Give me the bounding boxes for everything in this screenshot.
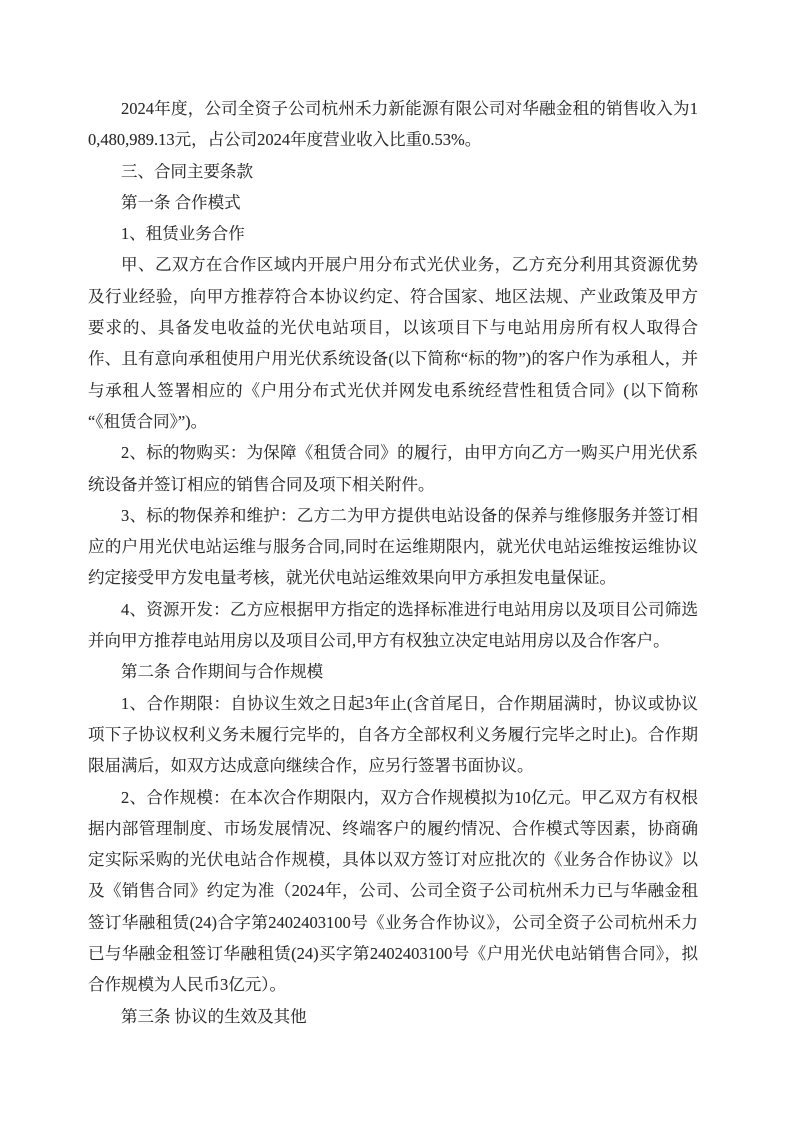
paragraph-cooperation-period: 1、合作期限：自协议生效之日起3年止(含首尾日，合作期届满时，协议或协议项下子协议权利义务未履行完毕的，自各方全部权利义务履行完毕之时止)。合作期限届满后，如双方达成意向继续合作，应另行签署书面协议。 (88, 693, 698, 776)
paragraph-subject-purchase: 2、标的物购买：为保障《租赁合同》的履行，由甲方向乙方一购买户用光伏系统设备并签订相应的销售合同及项下相关附件。 (88, 443, 698, 494)
heading-article-3-effectiveness: 第三条 协议的生效及其他 (121, 1006, 307, 1026)
heading-leasing-business-cooperation: 1、租赁业务合作 (121, 224, 245, 244)
paragraph-leasing-cooperation-detail: 甲、乙双方在合作区域内开展户用分布式光伏业务，乙方充分利用其资源优势及行业经验，向甲方推荐符合本协议约定、符合国家、地区法规、产业政策及甲方要求的、具备发电收益的光伏电站项目，以该项目下与电站用房所有权人取得合作、且有意向承租使用户用光伏系统设备(以下简称“标的物”)的客户作为承租人，并与承租人签署相应的《户用分布式光伏并网发电系统经营性租赁合同》(以下简称“《租赁合同》”)。 (88, 255, 698, 431)
heading-article-1-cooperation-mode: 第一条 合作模式 (121, 192, 241, 212)
revenue-summary-paragraph: 2024年度，公司全资子公司杭州禾力新能源有限公司对华融金租的销售收入为10,480,989.13元，占公司2024年度营业收入比重0.53%。 (88, 99, 698, 150)
paragraph-subject-maintenance: 3、标的物保养和维护：乙方二为甲方提供电站设备的保养与维修服务并签订相应的户用光伏电站运维与服务合同,同时在运维期限内，就光伏电站运维按运维协议约定接受甲方发电量考核，就光伏电站运维效果向甲方承担发电量保证。 (88, 505, 698, 588)
paragraph-cooperation-scale: 2、合作规模：在本次合作期限内，双方合作规模拟为10亿元。甲乙双方有权根据内部管理制度、市场发展情况、终端客户的履约情况、合作模式等因素，协商确定实际采购的光伏电站合作规模，具体以双方签订对应批次的《业务合作协议》以及《销售合同》约定为准（2024年，公司、公司全资子公司杭州禾力已与华融金租签订华融租赁(24)合字第2402403100号《业务合作协议》，公司全资子公司杭州禾力已与华融金租签订华融租赁(24)买字第2402403100号《户用光伏电站销售合同》，拟合作规模为人民币3亿元）。 (88, 787, 698, 995)
paragraph-resource-development: 4、资源开发：乙方应根据甲方指定的选择标准进行电站用房以及项目公司筛选并向甲方推荐电站用房以及项目公司,甲方有权独立决定电站用房以及合作客户。 (88, 599, 698, 651)
heading-article-2-period-scale: 第二条 合作期间与合作规模 (121, 662, 324, 682)
section-heading-main-terms: 三、合同主要条款 (121, 161, 253, 181)
